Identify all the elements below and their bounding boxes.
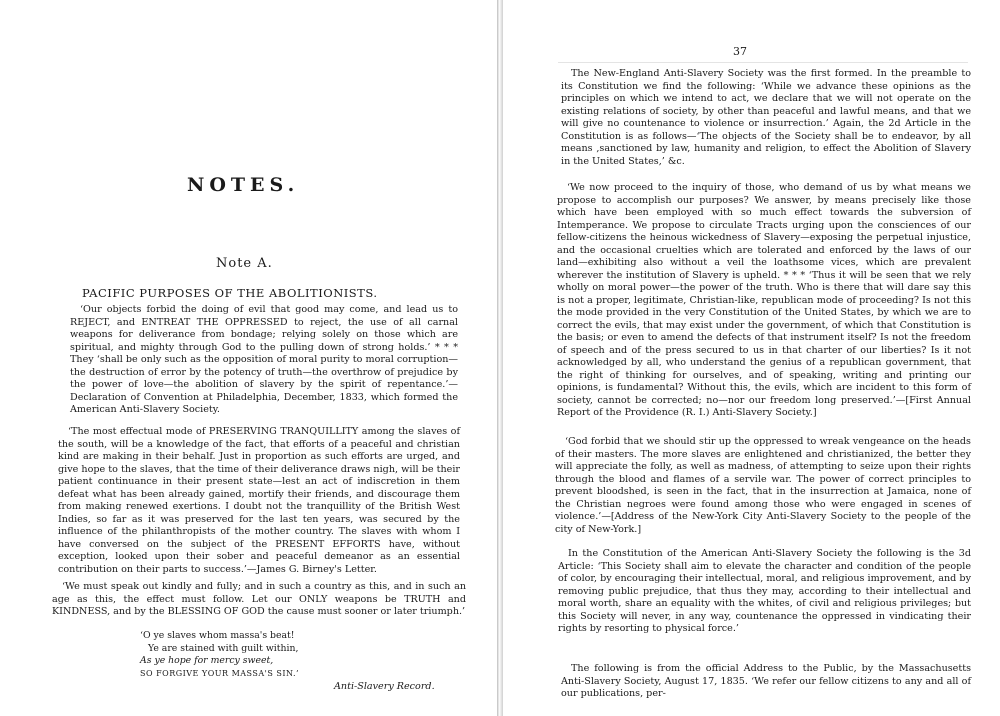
section-subheading: PACIFIC PURPOSES OF THE ABOLITIONISTS. bbox=[82, 286, 378, 300]
page-number: 37 bbox=[733, 45, 747, 58]
right-paragraph-5: The following is from the official Address to the Public, by the Massachusetts Anti-Slavery Society, August 17, 1835. ‘We refer our fellow citizens to any and all of our publications, per- bbox=[561, 663, 971, 699]
faint-rule bbox=[558, 62, 968, 63]
right-paragraph-3: ‘God forbid that we should stir up the oppressed to wreak vengeance on the heads of their masters. The more slaves are enlightened and christianized, the better they will appreciate the folly, as well as madness, of attempting to seize upon their rights through the blood and flames of a servile war. The power of correct principles to prevent bloodshed, is seen in the fact, that in the insurrection at Jamaica, none of the Christian negroes were found among those who were engaged in scenes of violence.’—[Address of the New-York City Anti-Slavery Society to the people of the city of New-York.] bbox=[555, 436, 971, 535]
verse-line-4: SO FORGIVE YOUR MASSA'S SIN.’ bbox=[140, 668, 300, 678]
left-page bbox=[0, 0, 497, 716]
right-paragraph-4: In the Constitution of the American Anti-Slavery Society the following is the 3d Article: ‘This Society shall aim to elevate the character and condition of the people of color, by encouraging their intellectual, moral, and religious improvement, and by removing public prejudice, that thus they may, according to their intellectual and moral worth, share an equality with the whites, of civil and religious privileges; but this Society will never, in any way, countenance the oppressed in vindicating their rights by resorting to physical force.’ bbox=[558, 548, 971, 634]
left-paragraph-3: ‘We must speak out kindly and fully; and in such a country as this, and in such an age as this, the effect must follow. Let our ONLY weapons be TRUTH and KINDNESS, and by the BLESSING OF GOD the cause must sooner or later triumph.’ bbox=[52, 581, 466, 617]
left-paragraph-2: ‘The most effectual mode of PRESERVING TRANQUILLITY among the slaves of the south, will be a knowledge of the fact, that efforts of a peaceful and christian kind are making in their behalf. Just in proportion as such efforts are urged, and give hope to the slaves, that the time of their deliverance draws nigh, will be their patient continuance in their present state—lest an act of indiscretion in them defeat what has been already gained, mortify their friends, and discourage them from making renewed exertions. I doubt not the tranquillity of the British West Indies, so far as it was preserved for the last ten years, was secured by the influence of the philanthropists of the mother country. The slaves with whom I have conversed on the subject of the PRESENT EFFORTS have, without exception, looked upon their sober and peaceful demeanor as an essential contribution on their parts to success.’—James G. Birney's Letter. bbox=[58, 426, 460, 575]
note-label: Note A. bbox=[216, 256, 273, 271]
right-paragraph-1: The New-England Anti-Slavery Society was the first formed. In the preamble to its Constitution we find the following: ‘While we advance these opinions as the principles on which we intend to act, we declare that we will not operate on the existing relations of society, by other than peaceful and lawful means, and that we will give no countenance to violence or insurrection.’ Again, the 2d Article in the Constitution is as follows—‘The objects of the Society shall be to endeavor, by all means ,sanctioned by law, humanity and religion, to effect the Abolition of Slavery in the United States,’ &c. bbox=[561, 68, 971, 167]
verse-block bbox=[140, 630, 299, 680]
right-page bbox=[503, 0, 1000, 716]
left-paragraph-1: ‘Our objects forbid the doing of evil that good may come, and lead us to REJECT, and ENTREAT THE OPPRESSED to reject, the use of all carnal weapons for deliverance from bondage; relying solely on those which are spiritual, and mighty through God to the pulling down of strong holds.’ * * * They ‘shall be only such as the opposition of moral purity to moral corruption—the destruction of error by the potency of truth—the overthrow of prejudice by the power of love—the abolition of slavery by the spirit of repentance.’—Declaration of Convention at Philadelphia, December, 1833, which formed the American Anti-Slavery Society. bbox=[70, 304, 458, 415]
right-paragraph-2: ‘We now proceed to the inquiry of those, who demand of us by what means we propose to accomplish our purposes? We answer, by means precisely like those which have been employed with so much effect towards the subversion of Intemperance. We propose to circulate Tracts urging upon the consciences of our fellow-citizens the heinous wickedness of Slavery—exposing the perpetual injustice, and the occasional cruelties which are tolerated and enforced by the laws of our land—exhibiting also without a veil the loathsome vices, which are prevalent wherever the institution of Slavery is upheld. * * * ‘Thus it will be seen that we rely wholly on moral power—the power of the truth. Who is there that will dare say this is not a proper, legitimate, Christian-like, republican mode of proceeding? Is not this the mode provided in the very Constitution of the United States, by which we are to correct the evils, that may exist under the government, of which that Constitution is the basis; or even to amend the defects of that instrument itself? Is not the freedom of speech and of the press secured to us in that charter of our liberties? Is it not acknowledged by all, who understand the genius of a republican government, that the right of thinking for ourselves, and of speaking, writing and printing our opinions, is fundamental? Without this, the evils, which are incident to this form of society, cannot be corrected; no—nor our freedom long preserved.’—[First Annual Report of the Providence (R. I.) Anti-Slavery Society.] bbox=[557, 182, 971, 418]
verse-line-2: Ye are stained with guilt within, bbox=[148, 642, 299, 654]
verse-line-3: As ye hope for mercy sweet, bbox=[140, 655, 274, 666]
attribution: Anti-Slavery Record. bbox=[334, 681, 435, 692]
verse-line-1: ‘O ye slaves whom massa's beat! bbox=[140, 630, 295, 641]
notes-heading: NOTES. bbox=[187, 174, 300, 196]
